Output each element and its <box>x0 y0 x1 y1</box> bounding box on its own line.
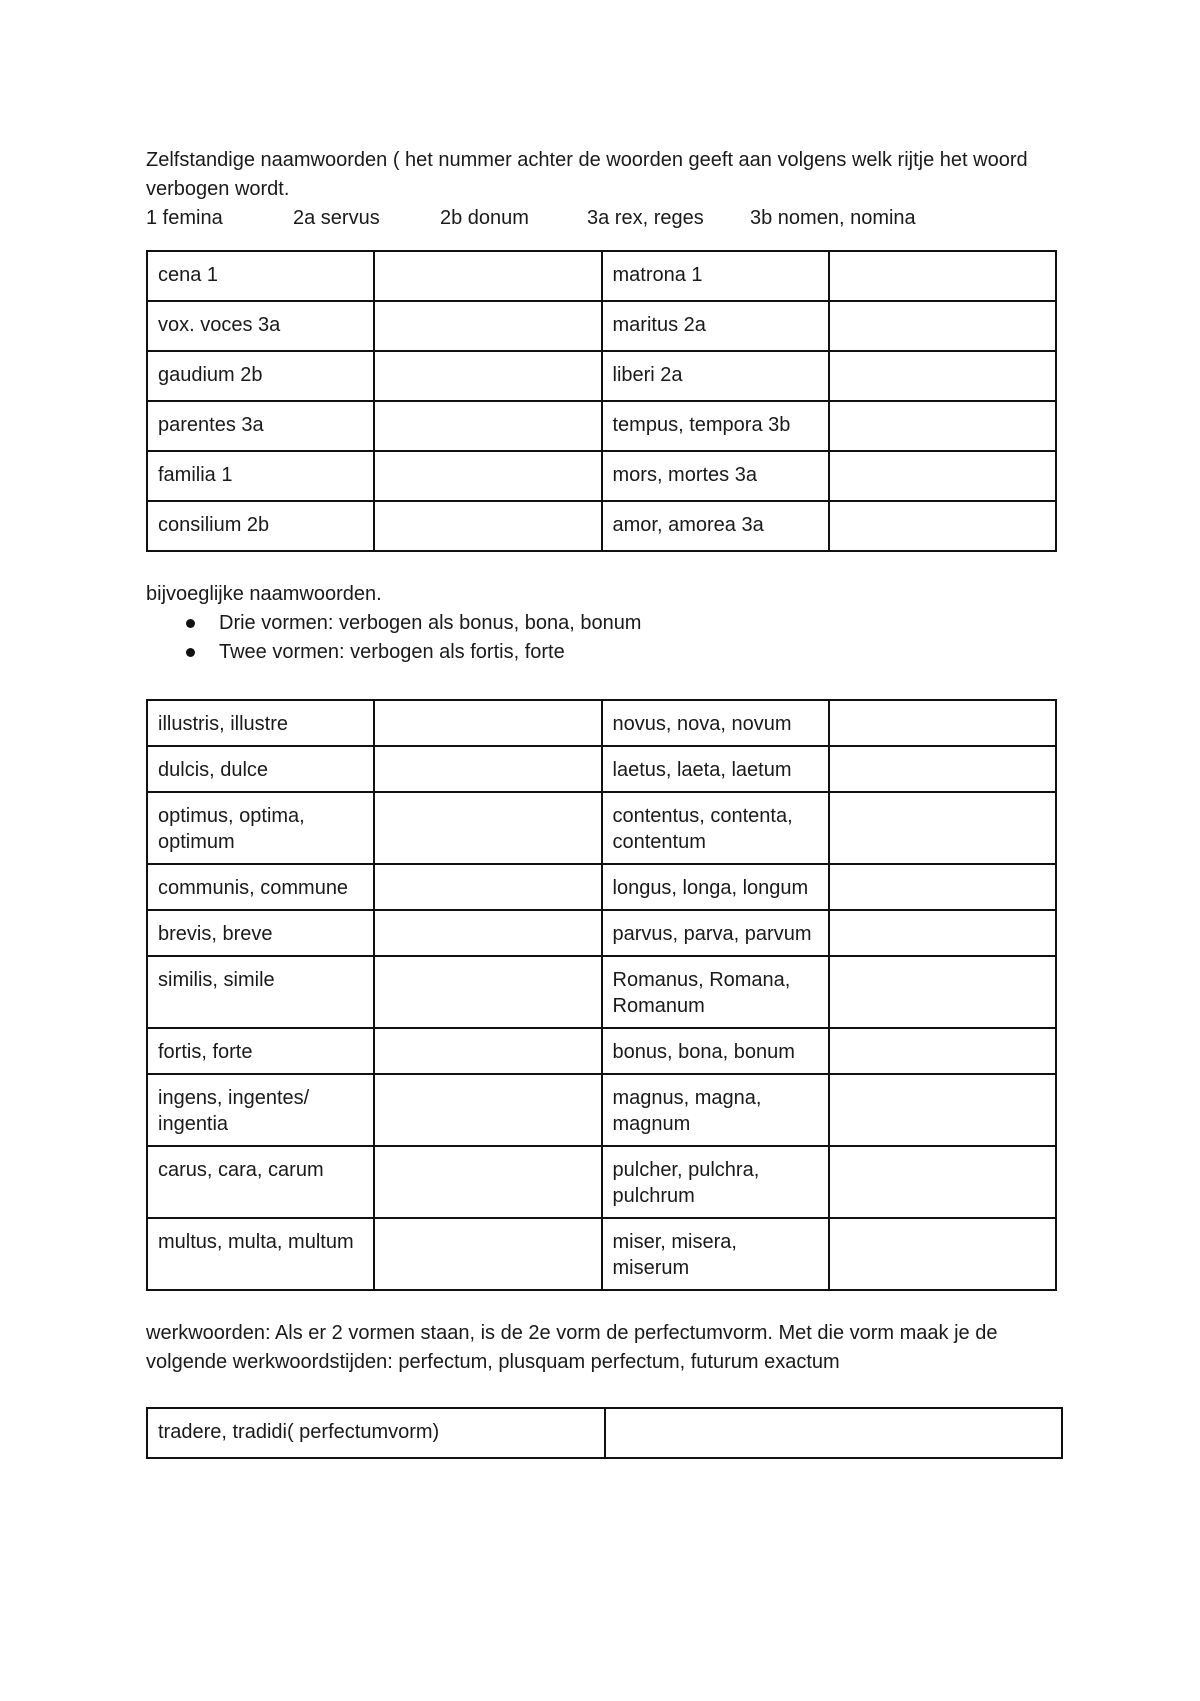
adjective-cell: fortis, forte <box>147 1028 374 1074</box>
table-row <box>147 351 1056 401</box>
answer-cell[interactable] <box>829 1074 1056 1146</box>
answer-cell[interactable] <box>374 451 601 501</box>
table-row <box>147 1028 1056 1074</box>
table-row <box>147 1074 1056 1146</box>
adjective-cell: bonus, bona, bonum <box>602 1028 829 1074</box>
answer-cell[interactable] <box>374 501 601 551</box>
adjective-cell: magnus, magna, magnum <box>602 1074 829 1146</box>
noun-cell: matrona 1 <box>602 251 829 301</box>
answer-cell[interactable] <box>374 301 601 351</box>
adjective-cell: communis, commune <box>147 864 374 910</box>
bullet-icon <box>186 648 195 657</box>
answer-cell[interactable] <box>829 910 1056 956</box>
answer-cell[interactable] <box>829 792 1056 864</box>
table-row <box>147 1146 1056 1218</box>
adjective-cell: contentus, contenta, contentum <box>602 792 829 864</box>
adjective-cell: similis, simile <box>147 956 374 1028</box>
answer-cell[interactable] <box>374 1218 601 1290</box>
answer-cell[interactable] <box>374 700 601 746</box>
adjective-cell: ingens, ingentes/ ingentia <box>147 1074 374 1146</box>
bullet-icon <box>186 619 195 628</box>
declension-legend <box>146 204 1066 233</box>
adjective-cell: pulcher, pulchra, pulchrum <box>602 1146 829 1218</box>
table-row <box>147 1218 1056 1290</box>
adjective-cell: dulcis, dulce <box>147 746 374 792</box>
noun-cell: cena 1 <box>147 251 374 301</box>
answer-cell[interactable] <box>374 746 601 792</box>
table-row <box>147 301 1056 351</box>
table-row <box>147 700 1056 746</box>
answer-cell[interactable] <box>374 251 601 301</box>
answer-cell[interactable] <box>829 1028 1056 1074</box>
answer-cell[interactable] <box>829 251 1056 301</box>
legend-item: 2a servus <box>293 207 380 229</box>
legend-item: 1 femina <box>146 207 223 229</box>
noun-cell: parentes 3a <box>147 401 374 451</box>
table-row <box>147 956 1056 1028</box>
answer-cell[interactable] <box>829 401 1056 451</box>
noun-cell: gaudium 2b <box>147 351 374 401</box>
noun-cell: amor, amorea 3a <box>602 501 829 551</box>
table-row <box>147 251 1056 301</box>
answer-cell[interactable] <box>374 792 601 864</box>
adjective-cell: longus, longa, longum <box>602 864 829 910</box>
table-row <box>147 451 1056 501</box>
answer-cell[interactable] <box>829 864 1056 910</box>
list-item <box>146 638 1066 667</box>
verbs-table <box>146 1407 1063 1459</box>
noun-cell: tempus, tempora 3b <box>602 401 829 451</box>
adjective-cell: laetus, laeta, laetum <box>602 746 829 792</box>
adjective-cell: optimus, optima, optimum <box>147 792 374 864</box>
legend-item: 3b nomen, nomina <box>750 207 916 229</box>
verbs-section <box>146 1319 1066 1377</box>
table-row <box>147 501 1056 551</box>
adjective-cell: carus, cara, carum <box>147 1146 374 1218</box>
noun-cell: liberi 2a <box>602 351 829 401</box>
adjectives-bullet-list <box>146 609 1066 667</box>
answer-cell[interactable] <box>829 351 1056 401</box>
verbs-intro: werkwoorden: Als er 2 vormen staan, is de 2e vorm de perfectumvorm. Met die vorm maak je de volgende werkwoordstijden: perfectum, plusquam perfectum, futurum exactum <box>146 1322 998 1373</box>
answer-cell[interactable] <box>829 1218 1056 1290</box>
nouns-intro: Zelfstandige naamwoorden ( het nummer achter de woorden geeft aan volgens welk rijtje het woord verbogen wordt. <box>146 149 1028 200</box>
answer-cell[interactable] <box>829 956 1056 1028</box>
adjective-cell: parvus, parva, parvum <box>602 910 829 956</box>
adjective-cell: multus, multa, multum <box>147 1218 374 1290</box>
nouns-table <box>146 250 1057 552</box>
adjectives-section <box>146 580 1066 667</box>
list-item <box>146 609 1066 638</box>
answer-cell[interactable] <box>829 746 1056 792</box>
table-row <box>147 910 1056 956</box>
adjective-cell: novus, nova, novum <box>602 700 829 746</box>
table-row <box>147 1408 1062 1458</box>
verb-cell: tradere, tradidi( perfectumvorm) <box>147 1408 605 1458</box>
legend-item: 3a rex, reges <box>587 207 704 229</box>
answer-cell[interactable] <box>374 1146 601 1218</box>
noun-cell: vox. voces 3a <box>147 301 374 351</box>
adjective-cell: Romanus, Romana, Romanum <box>602 956 829 1028</box>
document-page <box>146 146 1066 1459</box>
adjectives-heading: bijvoeglijke naamwoorden. <box>146 583 382 605</box>
noun-cell: consilium 2b <box>147 501 374 551</box>
table-row <box>147 401 1056 451</box>
noun-cell: familia 1 <box>147 451 374 501</box>
table-row <box>147 746 1056 792</box>
answer-cell[interactable] <box>374 910 601 956</box>
answer-cell[interactable] <box>829 451 1056 501</box>
answer-cell[interactable] <box>374 1028 601 1074</box>
answer-cell[interactable] <box>829 1146 1056 1218</box>
legend-item: 2b donum <box>440 207 529 229</box>
table-row <box>147 792 1056 864</box>
answer-cell[interactable] <box>829 700 1056 746</box>
table-row <box>147 864 1056 910</box>
noun-cell: mors, mortes 3a <box>602 451 829 501</box>
bullet-text: Drie vormen: verbogen als bonus, bona, bonum <box>219 612 642 634</box>
adjective-cell: illustris, illustre <box>147 700 374 746</box>
adjective-cell: brevis, breve <box>147 910 374 956</box>
noun-cell: maritus 2a <box>602 301 829 351</box>
adjectives-table <box>146 699 1057 1291</box>
answer-cell[interactable] <box>829 301 1056 351</box>
answer-cell[interactable] <box>829 501 1056 551</box>
answer-cell[interactable] <box>374 351 601 401</box>
answer-cell[interactable] <box>374 1074 601 1146</box>
answer-cell[interactable] <box>374 401 601 451</box>
bullet-text: Twee vormen: verbogen als fortis, forte <box>219 641 565 663</box>
answer-cell[interactable] <box>605 1408 1063 1458</box>
answer-cell[interactable] <box>374 956 601 1028</box>
adjective-cell: miser, misera, miserum <box>602 1218 829 1290</box>
answer-cell[interactable] <box>374 864 601 910</box>
